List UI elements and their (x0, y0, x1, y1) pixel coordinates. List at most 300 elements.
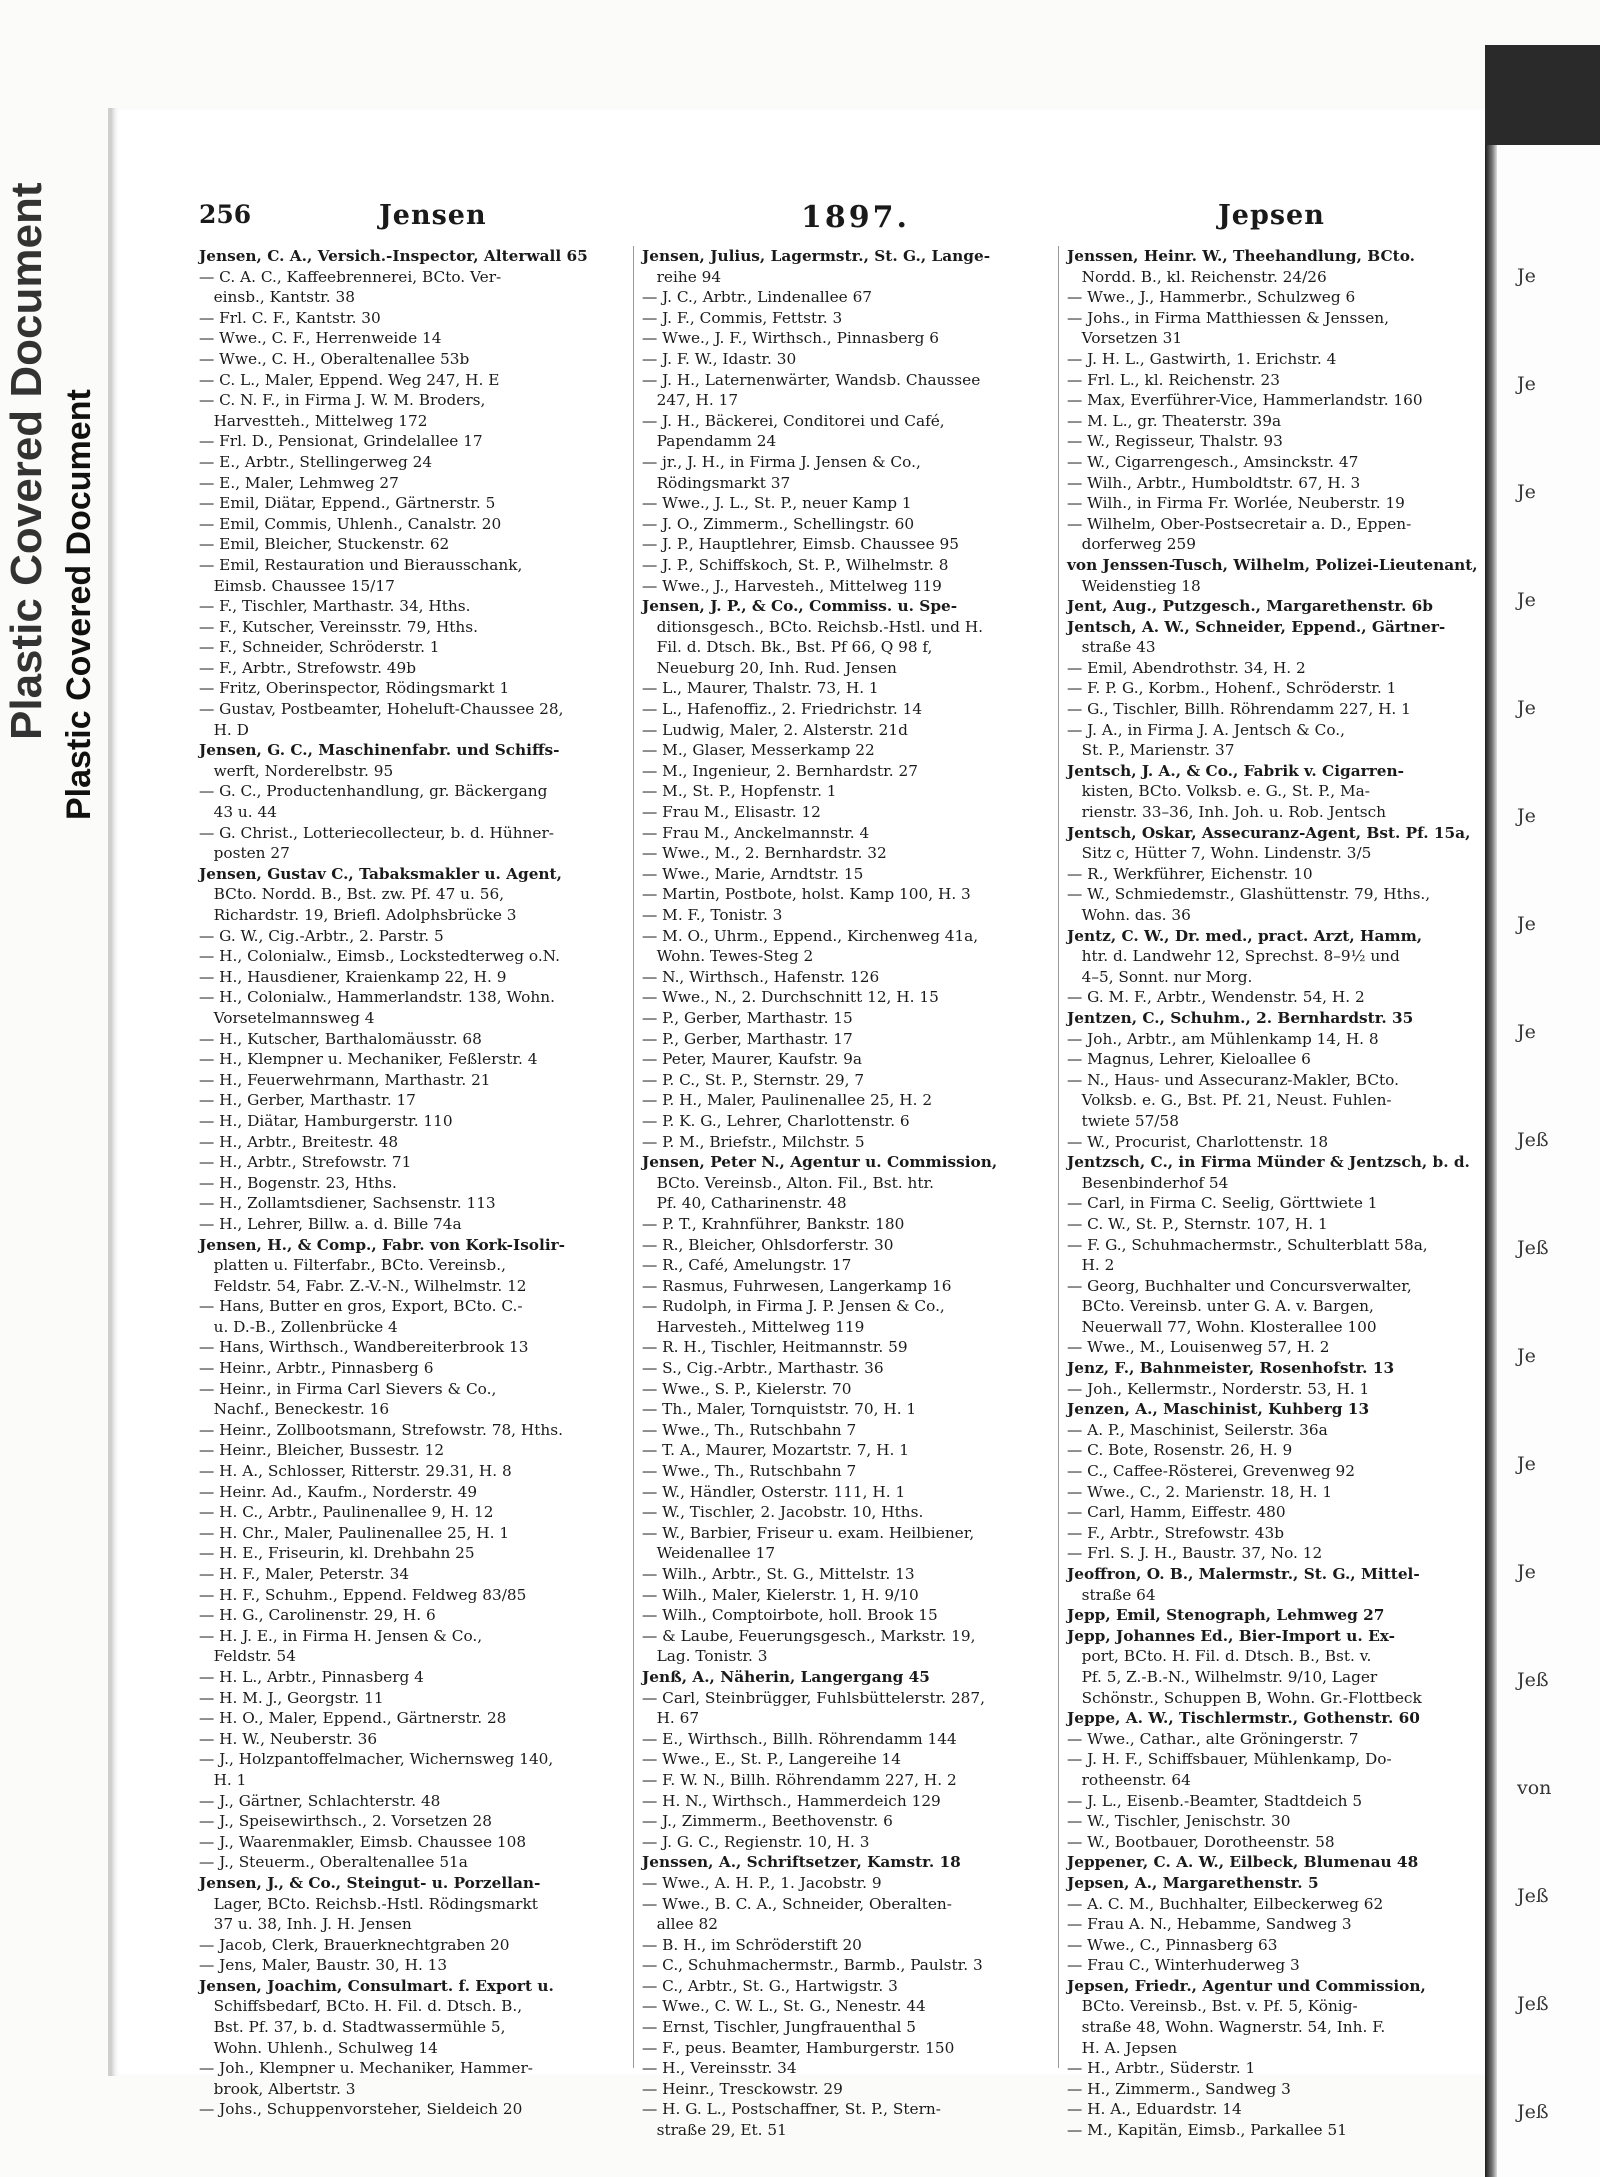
directory-entry: — Wwe., C. H., Oberaltenallee 53b (199, 349, 470, 368)
directory-entry: — J., Zimmerm., Beethovenstr. 6 (642, 1812, 893, 1831)
directory-entry: — W., Händler, Osterstr. 111, H. 1 (642, 1482, 906, 1501)
directory-entry: — Wilhelm, Ober-Postsecretair a. D., Eppen- (1067, 514, 1412, 533)
directory-entry: — Hans, Butter en gros, Export, BCto. C.- (199, 1297, 523, 1316)
directory-entry: — N., Haus- und Assecuranz-Makler, BCto. (1067, 1070, 1399, 1089)
directory-entry: — J. A., in Firma J. A. Jentsch & Co., (1067, 720, 1345, 739)
directory-entry: — Martin, Postbote, holst. Kamp 100, H. 3 (642, 885, 971, 904)
running-head-left: Jensen (379, 200, 487, 231)
directory-entry: — M., Glaser, Messerkamp 22 (642, 741, 875, 760)
directory-entry: — R., Bleicher, Ohlsdorferstr. 30 (642, 1235, 894, 1254)
column-left (199, 246, 629, 2120)
directory-entry: posten 27 (199, 844, 290, 863)
directory-entry: rotheenstr. 64 (1067, 1770, 1191, 1789)
bleed-fragment: Je (1517, 697, 1536, 719)
directory-entry: — C., Arbtr., St. G., Hartwigstr. 3 (642, 1976, 898, 1995)
directory-entry: — G. Christ., Lotteriecollecteur, b. d. Hühner- (199, 823, 554, 842)
directory-entry: — H., Diätar, Hamburgerstr. 110 (199, 1111, 453, 1130)
directory-entry: — G. W., Cig.-Arbtr., 2. Parstr. 5 (199, 926, 444, 945)
directory-entry: — J. P., Schiffskoch, St. P., Wilhelmstr. 8 (642, 555, 949, 574)
directory-entry: — J., Gärtner, Schlachterstr. 48 (199, 1791, 441, 1810)
directory-entry: port, BCto. H. Fil. d. Dtsch. B., Bst. v. (1067, 1647, 1372, 1666)
directory-entry: — Wwe., C., 2. Marienstr. 18, H. 1 (1067, 1482, 1333, 1501)
directory-entry: — Wwe., B. C. A., Schneider, Oberalten- (642, 1894, 952, 1913)
directory-entry: Rödingsmarkt 37 (642, 473, 791, 492)
directory-entry: — S., Cig.-Arbtr., Marthastr. 36 (642, 1359, 884, 1378)
directory-entry: Fil. d. Dtsch. Bk., Bst. Pf 66, Q 98 f, (642, 638, 933, 657)
directory-entry: — Wwe., J. F., Wirthsch., Pinnasberg 6 (642, 329, 940, 348)
directory-entry: — P. H., Maler, Paulinenallee 25, H. 2 (642, 1091, 933, 1110)
directory-entry: — M., St. P., Hopfenstr. 1 (642, 782, 837, 801)
directory-entry: Pf. 40, Catharinenstr. 48 (642, 1194, 847, 1213)
directory-entry: straße 64 (1067, 1585, 1156, 1604)
directory-entry: — F., peus. Beamter, Hamburgerstr. 150 (642, 2038, 955, 2057)
directory-entry: Lager, BCto. Reichsb.-Hstl. Rödingsmarkt (199, 1894, 538, 1913)
directory-entry: — H., Gerber, Marthastr. 17 (199, 1091, 416, 1110)
directory-entry: — G. C., Productenhandlung, gr. Bäckergang (199, 782, 548, 801)
directory-entry: — H. C., Arbtr., Paulinenallee 9, H. 12 (199, 1503, 494, 1522)
directory-entry: — Wwe., Cathar., alte Gröningerstr. 7 (1067, 1729, 1359, 1748)
directory-entry: — Jacob, Clerk, Brauerknechtgraben 20 (199, 1935, 510, 1954)
directory-entry: — P., Gerber, Marthastr. 17 (642, 1029, 853, 1048)
directory-entry: — C. L., Maler, Eppend. Weg 247, H. E (199, 370, 500, 389)
column-middle (642, 246, 1087, 2141)
directory-entry: — Emil, Abendrothstr. 34, H. 2 (1067, 658, 1306, 677)
directory-entry: Papendamm 24 (642, 432, 777, 451)
directory-entry: — H. W., Neuberstr. 36 (199, 1729, 378, 1748)
directory-entry: — Heinr., Zollbootsmann, Strefowstr. 78, Hths. (199, 1420, 563, 1439)
directory-entry: — Joh., Klempner u. Mechaniker, Hammer- (199, 2059, 533, 2078)
directory-entry: Besenbinderhof 54 (1067, 1173, 1229, 1192)
directory-entry: Jentzen, C., Schuhm., 2. Bernhardstr. 35 (1067, 1008, 1414, 1027)
directory-entry: Jent, Aug., Putzgesch., Margarethenstr. 6b (1067, 597, 1433, 616)
directory-entry: — L., Hafenoffiz., 2. Friedrichstr. 14 (642, 700, 923, 719)
directory-entry: — H. F., Schuhm., Eppend. Feldweg 83/85 (199, 1585, 527, 1604)
directory-entry: — J. G. C., Regienstr. 10, H. 3 (642, 1832, 870, 1851)
directory-entry: ditionsgesch., BCto. Reichsb.-Hstl. und H. (642, 617, 984, 636)
directory-entry: Wohn. das. 36 (1067, 906, 1191, 924)
directory-entry: — J., Speisewirthsch., 2. Vorsetzen 28 (199, 1812, 492, 1831)
directory-entry: BCto. Vereinsb., Bst. v. Pf. 5, König- (1067, 1997, 1358, 2016)
directory-entry: — Wwe., J. L., St. P., neuer Kamp 1 (642, 494, 912, 513)
directory-entry: — Frau C., Winterhuderweg 3 (1067, 1956, 1300, 1975)
directory-entry: — Johs., in Firma Matthiessen & Jenssen, (1067, 308, 1390, 327)
directory-entry: kisten, BCto. Volksb. e. G., St. P., Ma- (1067, 782, 1370, 801)
directory-entry: — Heinr., Arbtr., Pinnasberg 6 (199, 1359, 434, 1378)
directory-entry: — C., Caffee-Rösterei, Grevenweg 92 (1067, 1462, 1356, 1481)
bleed-fragment: Je (1517, 1345, 1536, 1367)
bleed-fragment: Je (1517, 481, 1536, 503)
directory-entry: Schönstr., Schuppen B, Wohn. Gr.-Flottbeck (1067, 1688, 1422, 1707)
directory-entry: Jensen, Gustav C., Tabaksmakler u. Agent, (199, 864, 562, 883)
directory-entry: — P. T., Krahnführer, Bankstr. 180 (642, 1214, 905, 1233)
directory-entry: — Jens, Maler, Baustr. 30, H. 13 (199, 1956, 448, 1975)
directory-entry: Jentzsch, C., in Firma Münder & Jentzsch, b. d. (1067, 1153, 1470, 1172)
directory-entry: — A. P., Maschinist, Seilerstr. 36a (1067, 1420, 1328, 1439)
directory-entry: Feldstr. 54 (199, 1647, 296, 1666)
directory-entry: — E., Wirthsch., Billh. Röhrendamm 144 (642, 1729, 957, 1748)
directory-entry: — H. L., Arbtr., Pinnasberg 4 (199, 1667, 424, 1686)
directory-entry: — J. O., Zimmerm., Schellingstr. 60 (642, 514, 915, 533)
directory-entry: Neuerwall 77, Wohn. Klosterallee 100 (1067, 1317, 1377, 1336)
directory-entry: — J. C., Arbtr., Lindenallee 67 (642, 288, 873, 307)
directory-entry: BCto. Vereinsb., Alton. Fil., Bst. htr. (642, 1173, 934, 1192)
directory-entry: — J., Steuerm., Oberaltenallee 51a (199, 1853, 468, 1872)
directory-entry: — R., Café, Amelungstr. 17 (642, 1256, 852, 1275)
directory-entry: — H. F., Maler, Peterstr. 34 (199, 1565, 410, 1583)
directory-entry: — H., Feuerwehrmann, Marthastr. 21 (199, 1070, 491, 1089)
directory-entry: 4–5, Sonnt. nur Morg. (1067, 967, 1253, 986)
directory-entry: — Joh., Kellermstr., Norderstr. 53, H. 1 (1067, 1379, 1370, 1398)
directory-entry: — H., Colonialw., Hammerlandstr. 138, Wohn. (199, 988, 555, 1007)
directory-entry: — H., Klempner u. Mechaniker, Feßlerstr. 4 (199, 1050, 538, 1069)
directory-entry: — J. H. F., Schiffsbauer, Mühlenkamp, Do- (1067, 1750, 1392, 1769)
bleed-fragment: Je (1517, 1453, 1536, 1475)
directory-entry: — H., Bogenstr. 23, Hths. (199, 1173, 397, 1192)
directory-entry: — Emil, Restauration und Bierausschank, (199, 555, 523, 574)
directory-entry: — F., Tischler, Marthastr. 34, Hths. (199, 597, 471, 616)
directory-entry: — C. W., St. P., Sternstr. 107, H. 1 (1067, 1214, 1328, 1233)
directory-entry: Jentsch, A. W., Schneider, Eppend., Gärtner- (1067, 617, 1446, 636)
directory-entry: — Wwe., S. P., Kielerstr. 70 (642, 1379, 852, 1398)
directory-entry: — Carl, Steinbrügger, Fuhlsbüttelerstr. 287, (642, 1688, 986, 1707)
directory-entry: htr. d. Landwehr 12, Sprechst. 8–9½ und (1067, 947, 1400, 966)
directory-entry: — Gustav, Postbeamter, Hoheluft-Chaussee 28, (199, 700, 564, 719)
directory-entry: — Wwe., M., 2. Bernhardstr. 32 (642, 844, 887, 863)
directory-entry: — Emil, Diätar, Eppend., Gärtnerstr. 5 (199, 494, 496, 513)
directory-entry: — Wilh., Arbtr., Humboldtstr. 67, H. 3 (1067, 473, 1361, 492)
directory-entry: H. 1 (199, 1770, 247, 1789)
directory-entry: — & Laube, Feuerungsgesch., Markstr. 19, (642, 1626, 976, 1645)
directory-entry: — R., Werkführer, Eichenstr. 10 (1067, 864, 1313, 883)
directory-entry: BCto. Vereinsb. unter G. A. v. Bargen, (1067, 1297, 1374, 1316)
bleed-fragment: Je (1517, 1021, 1536, 1043)
directory-entry: Pf. 5, Z.-B.-N., Wilhelmstr. 9/10, Lager (1067, 1667, 1378, 1686)
directory-entry: — Frau M., Elisastr. 12 (642, 803, 821, 822)
directory-entry: einsb., Kantstr. 38 (199, 288, 355, 307)
directory-entry: — J., Waarenmakler, Eimsb. Chaussee 108 (199, 1832, 527, 1851)
directory-entry: BCto. Nordd. B., Bst. zw. Pf. 47 u. 56, (199, 885, 505, 904)
directory-entry: — Wwe., A. H. P., 1. Jacobstr. 9 (642, 1873, 882, 1892)
directory-entry: — F. G., Schuhmachermstr., Schulterblatt 58a, (1067, 1235, 1428, 1254)
page-number: 256 (199, 200, 252, 229)
directory-entry: Jepp, Johannes Ed., Bier-Import u. Ex- (1067, 1626, 1395, 1645)
directory-entry: twiete 57/58 (1067, 1111, 1179, 1130)
directory-entry: Nordd. B., kl. Reichenstr. 24/26 (1067, 267, 1327, 286)
directory-entry: — F., Arbtr., Strefowstr. 43b (1067, 1523, 1285, 1542)
directory-entry: allee 82 (642, 1915, 718, 1934)
directory-entry: — M. F., Tonistr. 3 (642, 906, 783, 924)
directory-entry: — W., Tischler, 2. Jacobstr. 10, Hths. (642, 1503, 924, 1522)
directory-entry: — Joh., Arbtr., am Mühlenkamp 14, H. 8 (1067, 1029, 1379, 1048)
directory-entry: — J. F., Commis, Fettstr. 3 (642, 308, 843, 327)
directory-entry: — Emil, Bleicher, Stuckenstr. 62 (199, 535, 450, 554)
directory-entry: Sitz c, Hütter 7, Wohn. Lindenstr. 3/5 (1067, 844, 1372, 863)
directory-entry: Jensen, Peter N., Agentur u. Commission, (642, 1153, 998, 1172)
directory-entry: — J. H. L., Gastwirth, 1. Erichstr. 4 (1067, 349, 1337, 368)
bleed-fragment: Je (1517, 1561, 1536, 1583)
directory-entry: — A. C. M., Buchhalter, Eilbeckerweg 62 (1067, 1894, 1384, 1913)
directory-entry: Jeppe, A. W., Tischlermstr., Gothenstr. 60 (1067, 1709, 1420, 1728)
directory-entry: — jr., J. H., in Firma J. Jensen & Co., (642, 452, 921, 471)
directory-entry: straße 43 (1067, 638, 1156, 657)
bleed-fragment: Je (1517, 805, 1536, 827)
directory-entry: — M., Ingenieur, 2. Bernhardstr. 27 (642, 761, 918, 780)
directory-entry: — Wilh., Comptoirbote, holl. Brook 15 (642, 1606, 938, 1625)
directory-entry: — H., Zollamtsdiener, Sachsenstr. 113 (199, 1194, 496, 1213)
directory-entry: — T. A., Maurer, Mozartstr. 7, H. 1 (642, 1441, 909, 1460)
directory-entry: dorferweg 259 (1067, 535, 1196, 554)
bleed-fragment: Je (1517, 913, 1536, 935)
directory-entry: Jensen, H., & Comp., Fabr. von Kork-Isolir- (199, 1235, 566, 1254)
directory-entry: — Frl. C. F., Kantstr. 30 (199, 308, 381, 327)
bleed-fragment: Je (1517, 373, 1536, 395)
column-divider (633, 246, 634, 2068)
next-page-edge (1485, 45, 1600, 2177)
directory-entry: — Ernst, Tischler, Jungfrauenthal 5 (642, 2018, 916, 2037)
directory-entry: Jensen, J., & Co., Steingut- u. Porzellan- (199, 1873, 541, 1892)
directory-entry: — Wwe., Marie, Arndtstr. 15 (642, 864, 864, 883)
directory-entry: — Th., Maler, Tornquiststr. 70, H. 1 (642, 1400, 917, 1419)
directory-entry: — J. H., Laternenwärter, Wandsb. Chaussee (642, 370, 981, 389)
directory-entry: — H. A., Schlosser, Ritterstr. 29.31, H. 8 (199, 1462, 512, 1481)
directory-entry: — Frl. S. J. H., Baustr. 37, No. 12 (1067, 1544, 1323, 1563)
directory-entry: Jeoffron, O. B., Malermstr., St. G., Mittel- (1067, 1565, 1420, 1583)
directory-entry: reihe 94 (642, 267, 722, 286)
directory-entry: — P. K. G., Lehrer, Charlottenstr. 6 (642, 1111, 910, 1130)
directory-entry: Vorsetelmannsweg 4 (199, 1008, 375, 1027)
directory-entry: H. D (199, 720, 249, 739)
directory-entry: — H., Zimmerm., Sandweg 3 (1067, 2079, 1291, 2098)
directory-entry: Jepsen, A., Margarethenstr. 5 (1067, 1873, 1319, 1892)
directory-entry: — P. M., Briefstr., Milchstr. 5 (642, 1132, 865, 1151)
directory-entry: — H., Vereinsstr. 34 (642, 2059, 797, 2078)
directory-entry: — C. A. C., Kaffeebrennerei, BCto. Ver- (199, 267, 502, 286)
directory-entry: St. P., Marienstr. 37 (1067, 741, 1235, 760)
directory-entry: — Wwe., C. F., Herrenweide 14 (199, 329, 442, 348)
directory-entry: — M., Kapitän, Eimsb., Parkallee 51 (1067, 2121, 1347, 2140)
directory-entry: H. A. Jepsen (1067, 2038, 1178, 2057)
directory-entry: — Rasmus, Fuhrwesen, Langerkamp 16 (642, 1276, 952, 1295)
bleed-fragment: von (1517, 1777, 1552, 1799)
directory-entry: — F. W. N., Billh. Röhrendamm 227, H. 2 (642, 1770, 957, 1789)
directory-entry: Wohn. Uhlenh., Schulweg 14 (199, 2038, 438, 2057)
directory-entry: — Carl, in Firma C. Seelig, Görttwiete 1 (1067, 1194, 1378, 1213)
directory-entry: — H., Colonialw., Eimsb., Lockstedterweg o.N. (199, 947, 560, 966)
directory-entry: Jensen, G. C., Maschinenfabr. und Schiffs- (199, 741, 560, 760)
directory-entry: — W., Barbier, Friseur u. exam. Heilbiener, (642, 1523, 975, 1542)
directory-entry: — W., Procurist, Charlottenstr. 18 (1067, 1132, 1329, 1151)
directory-entry: — H., Arbtr., Strefowstr. 71 (199, 1153, 412, 1172)
directory-entry: — G. M. F., Arbtr., Wendenstr. 54, H. 2 (1067, 988, 1365, 1007)
directory-entry: werft, Norderelbstr. 95 (199, 761, 394, 780)
directory-entry: — H., Hausdiener, Kraienkamp 22, H. 9 (199, 967, 507, 986)
directory-entry: — J., Holzpantoffelmacher, Wichernsweg 140, (199, 1750, 554, 1769)
directory-entry: Schiffsbedarf, BCto. H. Fil. d. Dtsch. B., (199, 1997, 523, 2016)
directory-entry: Weidenstieg 18 (1067, 576, 1201, 595)
directory-entry: — G., Tischler, Billh. Röhrendamm 227, H. 1 (1067, 700, 1411, 719)
directory-entry: — Wilh., Maler, Kielerstr. 1, H. 9/10 (642, 1585, 919, 1604)
directory-entry: — W., Cigarrengesch., Amsinckstr. 47 (1067, 452, 1359, 471)
directory-entry: — Wilh., in Firma Fr. Worlée, Neuberstr. 19 (1067, 494, 1405, 513)
directory-entry: — H. O., Maler, Eppend., Gärtnerstr. 28 (199, 1709, 507, 1728)
directory-entry: Jenssen, Heinr. W., Theehandlung, BCto. (1067, 247, 1415, 265)
directory-entry: Vorsetzen 31 (1067, 329, 1183, 348)
directory-entry: — R. H., Tischler, Heitmannstr. 59 (642, 1338, 908, 1357)
directory-entry: — Wwe., Th., Rutschbahn 7 (642, 1462, 857, 1481)
directory-entry: — F. P. G., Korbm., Hohenf., Schröderstr. 1 (1067, 679, 1397, 698)
directory-entry: Jenß, A., Näherin, Langergang 45 (642, 1667, 930, 1686)
directory-entry: — H. J. E., in Firma H. Jensen & Co., (199, 1626, 483, 1645)
directory-entry: Jentz, C. W., Dr. med., pract. Arzt, Hamm, (1067, 926, 1423, 945)
bleed-fragment: Je (1517, 589, 1536, 611)
directory-entry: — C., Schuhmachermstr., Barmb., Paulstr. 3 (642, 1956, 983, 1975)
bleed-fragment: Jeß (1517, 1669, 1549, 1691)
directory-entry: — Wwe., C. W. L., St. G., Nenestr. 44 (642, 1997, 926, 2016)
directory-entry: Harvesteh., Mittelweg 119 (642, 1317, 865, 1336)
running-head-right: Jepsen (1218, 200, 1325, 231)
directory-entry: brook, Albertstr. 3 (199, 2079, 356, 2098)
directory-entry: — Hans, Wirthsch., Wandbereiterbrook 13 (199, 1338, 529, 1357)
directory-entry: — Magnus, Lehrer, Kieloallee 6 (1067, 1050, 1311, 1069)
directory-entry: Richardstr. 19, Briefl. Adolphsbrücke 3 (199, 906, 517, 924)
directory-entry: — W., Schmiedemstr., Glashüttenstr. 79, Hths., (1067, 885, 1431, 904)
directory-entry: Neueburg 20, Inh. Rud. Jensen (642, 658, 897, 677)
bleed-fragment: Jeß (1517, 1237, 1549, 1259)
directory-entry: — H. Chr., Maler, Paulinenallee 25, H. 1 (199, 1523, 510, 1542)
directory-entry: Jentsch, Oskar, Assecuranz-Agent, Bst. Pf. 15a, (1067, 823, 1471, 842)
directory-entry: Eimsb. Chaussee 15/17 (199, 576, 395, 595)
directory-entry: Jenz, F., Bahnmeister, Rosenhofstr. 13 (1067, 1359, 1395, 1378)
directory-entry: platten u. Filterfabr., BCto. Vereinsb., (199, 1256, 506, 1275)
bleed-fragment: Jeß (1517, 1885, 1549, 1907)
directory-entry: — Georg, Buchhalter und Concursverwalter, (1067, 1276, 1412, 1295)
directory-entry: — Wwe., N., 2. Durchschnitt 12, H. 15 (642, 988, 939, 1007)
directory-entry: — Frl. D., Pensionat, Grindelallee 17 (199, 432, 483, 451)
directory-entry: — P., Gerber, Marthastr. 15 (642, 1008, 853, 1027)
directory-entry: — Wwe., J., Hammerbr., Schulzweg 6 (1067, 288, 1356, 307)
directory-entry: — F., Kutscher, Vereinsstr. 79, Hths. (199, 617, 478, 636)
directory-entry: — Heinr. Ad., Kaufm., Norderstr. 49 (199, 1482, 478, 1501)
directory-entry: Jeppener, C. A. W., Eilbeck, Blumenau 48 (1067, 1853, 1419, 1872)
directory-entry: — B. H., im Schröderstift 20 (642, 1935, 862, 1954)
directory-entry: — Peter, Maurer, Kaufstr. 9a (642, 1050, 862, 1069)
directory-entry: — Fritz, Oberinspector, Rödingsmarkt 1 (199, 679, 510, 698)
directory-entry: Lag. Tonistr. 3 (642, 1647, 768, 1666)
directory-entry: — W., Regisseur, Thalstr. 93 (1067, 432, 1283, 451)
directory-entry: — J. P., Hauptlehrer, Eimsb. Chaussee 95 (642, 535, 959, 554)
directory-entry: — H. G. L., Postschaffner, St. P., Stern- (642, 2100, 941, 2119)
directory-entry: — Heinr., in Firma Carl Sievers & Co., (199, 1379, 497, 1398)
bleed-fragment: Jeß (1517, 1993, 1549, 2015)
directory-entry: Jenzen, A., Maschinist, Kuhberg 13 (1067, 1400, 1370, 1419)
directory-entry: Jensen, C. A., Versich.-Inspector, Alterwall 65 (199, 247, 588, 265)
directory-entry: Weidenallee 17 (642, 1544, 776, 1563)
directory-entry: Harvestteh., Mittelweg 172 (199, 411, 428, 430)
directory-entry: — Johs., Schuppenvorsteher, Sieldeich 20 (199, 2100, 523, 2119)
stamp-text: Plastic Covered Document (60, 389, 98, 820)
directory-entry: H. 2 (1067, 1256, 1115, 1275)
directory-entry: Volksb. e. G., Bst. Pf. 21, Neust. Fuhlen- (1067, 1091, 1392, 1110)
directory-entry: Jentsch, J. A., & Co., Fabrik v. Cigarren- (1067, 761, 1404, 780)
page-header (111, 200, 1571, 240)
directory-entry: straße 48, Wohn. Wagnerstr. 54, Inh. F. (1067, 2018, 1386, 2037)
directory-entry: — H., Arbtr., Breitestr. 48 (199, 1132, 399, 1151)
directory-entry: — N., Wirthsch., Hafenstr. 126 (642, 967, 880, 986)
directory-entry: — Frau M., Anckelmannstr. 4 (642, 823, 870, 842)
directory-entry: — J. F. W., Idastr. 30 (642, 349, 797, 368)
directory-entry: — E., Maler, Lehmweg 27 (199, 473, 399, 492)
directory-entry: straße 29, Et. 51 (642, 2121, 787, 2140)
directory-entry: 43 u. 44 (199, 803, 277, 822)
directory-entry: — F., Arbtr., Strefowstr. 49b (199, 658, 417, 677)
directory-entry: — Heinr., Tresckowstr. 29 (642, 2079, 843, 2098)
directory-entry: — Max, Everführer-Vice, Hammerlandstr. 160 (1067, 391, 1423, 410)
directory-entry: — C. N. F., in Firma J. W. M. Broders, (199, 391, 486, 410)
directory-entry: 247, H. 17 (642, 391, 739, 410)
directory-entry: — Rudolph, in Firma J. P. Jensen & Co., (642, 1297, 945, 1316)
directory-entry: Jepp, Emil, Stenograph, Lehmweg 27 (1067, 1606, 1385, 1625)
directory-entry: H. 67 (642, 1709, 700, 1728)
directory-entry: — H. M. J., Georgstr. 11 (199, 1688, 384, 1707)
directory-entry: Jenssen, A., Schriftsetzer, Kamstr. 18 (642, 1853, 961, 1872)
directory-entry: — J. H., Bäckerei, Conditorei und Café, (642, 411, 945, 430)
directory-entry: Jensen, J. P., & Co., Commiss. u. Spe- (642, 597, 958, 616)
directory-entry: — Carl, Hamm, Eiffestr. 480 (1067, 1503, 1286, 1522)
bleed-fragment: Je (1517, 265, 1536, 287)
directory-entry: Nachf., Beneckestr. 16 (199, 1400, 390, 1419)
directory-entry: — H., Arbtr., Süderstr. 1 (1067, 2059, 1256, 2078)
directory-entry: Wohn. Tewes-Steg 2 (642, 947, 814, 966)
directory-entry: — Frau A. N., Hebamme, Sandweg 3 (1067, 1915, 1352, 1934)
bleed-fragment: Jeß (1517, 2101, 1549, 2123)
directory-entry: u. D.-B., Zollenbrücke 4 (199, 1317, 398, 1336)
directory-entry: Bst. Pf. 37, b. d. Stadtwassermühle 5, (199, 2018, 506, 2037)
directory-entry: — P. C., St. P., Sternstr. 29, 7 (642, 1070, 865, 1089)
directory-entry: — J. L., Eisenb.-Beamter, Stadtdeich 5 (1067, 1791, 1363, 1810)
directory-entry: Jensen, Julius, Lagermstr., St. G., Lange- (642, 247, 991, 265)
directory-entry: — F., Schneider, Schröderstr. 1 (199, 638, 440, 657)
directory-entry: — H., Kutscher, Barthalomäusstr. 68 (199, 1029, 482, 1048)
directory-entry: — Frl. L., kl. Reichenstr. 23 (1067, 370, 1280, 389)
directory-entry: — L., Maurer, Thalstr. 73, H. 1 (642, 679, 879, 698)
directory-entry: Jensen, Joachim, Consulmart. f. Export u. (199, 1976, 554, 1995)
directory-entry: — Wilh., Arbtr., St. G., Mittelstr. 13 (642, 1565, 915, 1583)
directory-entry: Feldstr. 54, Fabr. Z.-V.-N., Wilhelmstr. 12 (199, 1276, 527, 1295)
directory-entry: — H. A., Eduardstr. 14 (1067, 2100, 1242, 2119)
page-gutter (1485, 145, 1497, 2177)
directory-entry: — Wwe., J., Harvesteh., Mittelweg 119 (642, 576, 942, 595)
column-right (1067, 246, 1507, 2141)
directory-entry: — M. O., Uhrm., Eppend., Kirchenweg 41a, (642, 926, 979, 945)
stamp-text-faded: Plastic Covered Document (2, 182, 51, 740)
directory-entry: — H. N., Wirthsch., Hammerdeich 129 (642, 1791, 941, 1810)
directory-entry: — Wwe., M., Louisenweg 57, H. 2 (1067, 1338, 1330, 1357)
bleed-fragment: Jeß (1517, 1129, 1549, 1151)
directory-entry: von Jenssen-Tusch, Wilhelm, Polizei-Lieutenant, (1067, 555, 1478, 574)
directory-entry: — Heinr., Bleicher, Bussestr. 12 (199, 1441, 445, 1460)
directory-entry: — W., Tischler, Jenischstr. 30 (1067, 1812, 1291, 1831)
running-head-year: 1897. (801, 200, 910, 235)
directory-entry: — W., Bootbauer, Dorotheenstr. 58 (1067, 1832, 1335, 1851)
directory-entry: rienstr. 33–36, Inh. Joh. u. Rob. Jentsch (1067, 803, 1387, 822)
directory-entry: — C. Bote, Rosenstr. 26, H. 9 (1067, 1441, 1293, 1460)
directory-entry: — M. L., gr. Theaterstr. 39a (1067, 411, 1282, 430)
directory-entry: Jepsen, Friedr., Agentur und Commission, (1067, 1976, 1426, 1995)
directory-entry: — Wwe., C., Pinnasberg 63 (1067, 1935, 1278, 1954)
directory-entry: — Wwe., Th., Rutschbahn 7 (642, 1420, 857, 1439)
directory-entry: — H. G., Carolinenstr. 29, H. 6 (199, 1606, 436, 1625)
directory-entry: — Ludwig, Maler, 2. Alsterstr. 21d (642, 720, 908, 739)
